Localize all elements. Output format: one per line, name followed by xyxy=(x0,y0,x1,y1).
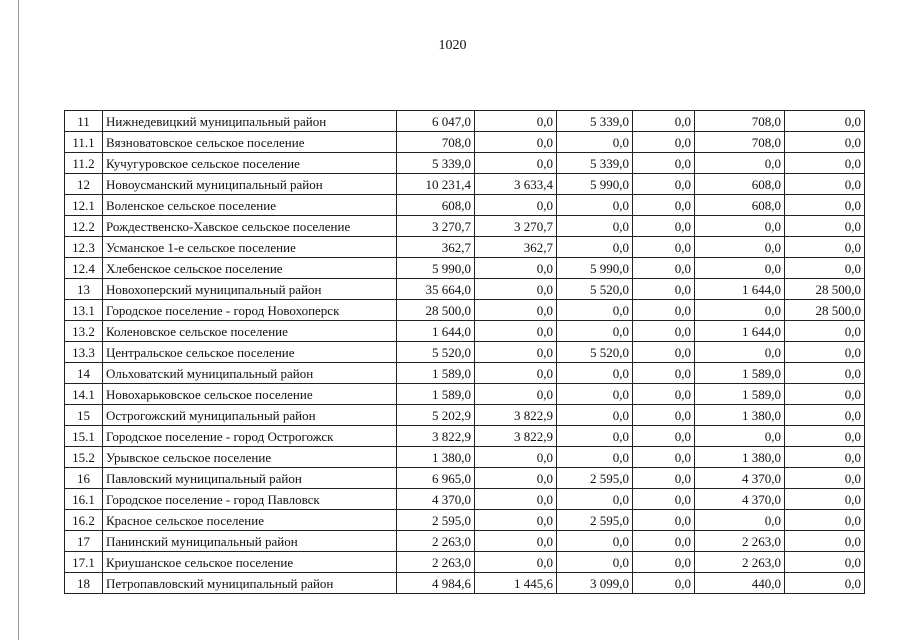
amount-col-5-cell: 0,0 xyxy=(695,258,785,279)
row-number-cell: 12.3 xyxy=(65,237,103,258)
amount-col-4-cell: 0,0 xyxy=(633,342,695,363)
amount-col-6-cell: 0,0 xyxy=(785,174,865,195)
municipality-name-cell: Ольховатский муниципальный район xyxy=(103,363,397,384)
amount-col-5-cell: 708,0 xyxy=(695,111,785,132)
row-number-cell: 14 xyxy=(65,363,103,384)
amount-col-2-cell: 3 822,9 xyxy=(475,405,557,426)
amount-col-3-cell: 0,0 xyxy=(557,321,633,342)
row-number-cell: 15.2 xyxy=(65,447,103,468)
municipality-name-cell: Новоусманский муниципальный район xyxy=(103,174,397,195)
amount-col-4-cell: 0,0 xyxy=(633,195,695,216)
amount-col-5-cell: 0,0 xyxy=(695,237,785,258)
amount-col-4-cell: 0,0 xyxy=(633,552,695,573)
total-amount-cell: 5 202,9 xyxy=(397,405,475,426)
amount-col-3-cell: 5 520,0 xyxy=(557,342,633,363)
amount-col-6-cell: 0,0 xyxy=(785,447,865,468)
table-row xyxy=(65,342,865,363)
total-amount-cell: 1 380,0 xyxy=(397,447,475,468)
amount-col-2-cell: 0,0 xyxy=(475,447,557,468)
table-row xyxy=(65,447,865,468)
table-row xyxy=(65,552,865,573)
amount-col-4-cell: 0,0 xyxy=(633,573,695,594)
municipality-name-cell: Хлебенское сельское поселение xyxy=(103,258,397,279)
amount-col-2-cell: 0,0 xyxy=(475,279,557,300)
amount-col-6-cell: 0,0 xyxy=(785,342,865,363)
amount-col-6-cell: 0,0 xyxy=(785,153,865,174)
row-number-cell: 13.3 xyxy=(65,342,103,363)
amount-col-5-cell: 4 370,0 xyxy=(695,489,785,510)
row-number-cell: 11.1 xyxy=(65,132,103,153)
municipality-name-cell: Рождественско-Хавское сельское поселение xyxy=(103,216,397,237)
row-number-cell: 15.1 xyxy=(65,426,103,447)
amount-col-5-cell: 0,0 xyxy=(695,426,785,447)
table-row xyxy=(65,111,865,132)
amount-col-5-cell: 608,0 xyxy=(695,195,785,216)
municipality-name-cell: Острогожский муниципальный район xyxy=(103,405,397,426)
amount-col-6-cell: 0,0 xyxy=(785,573,865,594)
amount-col-3-cell: 0,0 xyxy=(557,363,633,384)
table-row xyxy=(65,174,865,195)
amount-col-3-cell: 2 595,0 xyxy=(557,468,633,489)
amount-col-3-cell: 0,0 xyxy=(557,132,633,153)
municipality-name-cell: Криушанское сельское поселение xyxy=(103,552,397,573)
amount-col-4-cell: 0,0 xyxy=(633,531,695,552)
amount-col-4-cell: 0,0 xyxy=(633,321,695,342)
total-amount-cell: 5 339,0 xyxy=(397,153,475,174)
municipality-name-cell: Новохарьковское сельское поселение xyxy=(103,384,397,405)
amount-col-2-cell: 0,0 xyxy=(475,510,557,531)
amount-col-4-cell: 0,0 xyxy=(633,237,695,258)
table-row xyxy=(65,237,865,258)
amount-col-3-cell: 0,0 xyxy=(557,405,633,426)
amount-col-5-cell: 1 380,0 xyxy=(695,447,785,468)
municipality-name-cell: Урывское сельское поселение xyxy=(103,447,397,468)
row-number-cell: 13 xyxy=(65,279,103,300)
amount-col-2-cell: 0,0 xyxy=(475,195,557,216)
table-row xyxy=(65,132,865,153)
amount-col-4-cell: 0,0 xyxy=(633,384,695,405)
row-number-cell: 13.2 xyxy=(65,321,103,342)
amount-col-3-cell: 5 990,0 xyxy=(557,258,633,279)
municipality-name-cell: Усманское 1-е сельское поселение xyxy=(103,237,397,258)
amount-col-4-cell: 0,0 xyxy=(633,489,695,510)
amount-col-5-cell: 2 263,0 xyxy=(695,552,785,573)
amount-col-3-cell: 5 339,0 xyxy=(557,111,633,132)
amount-col-2-cell: 0,0 xyxy=(475,468,557,489)
municipality-name-cell: Городское поселение - город Павловск xyxy=(103,489,397,510)
page-number: 1020 xyxy=(438,38,467,53)
amount-col-2-cell: 0,0 xyxy=(475,111,557,132)
amount-col-4-cell: 0,0 xyxy=(633,279,695,300)
amount-col-6-cell: 28 500,0 xyxy=(785,300,865,321)
total-amount-cell: 3 270,7 xyxy=(397,216,475,237)
amount-col-4-cell: 0,0 xyxy=(633,405,695,426)
row-number-cell: 18 xyxy=(65,573,103,594)
amount-col-4-cell: 0,0 xyxy=(633,174,695,195)
amount-col-5-cell: 0,0 xyxy=(695,510,785,531)
amount-col-2-cell: 0,0 xyxy=(475,363,557,384)
amount-col-5-cell: 1 589,0 xyxy=(695,384,785,405)
amount-col-3-cell: 3 099,0 xyxy=(557,573,633,594)
total-amount-cell: 35 664,0 xyxy=(397,279,475,300)
table-body xyxy=(65,111,865,594)
total-amount-cell: 6 047,0 xyxy=(397,111,475,132)
amount-col-2-cell: 362,7 xyxy=(475,237,557,258)
amount-col-6-cell: 0,0 xyxy=(785,258,865,279)
page-edge-rule xyxy=(18,0,19,640)
amount-col-6-cell: 0,0 xyxy=(785,321,865,342)
table-row xyxy=(65,468,865,489)
amount-col-6-cell: 0,0 xyxy=(785,216,865,237)
amount-col-2-cell: 3 270,7 xyxy=(475,216,557,237)
amount-col-5-cell: 0,0 xyxy=(695,342,785,363)
municipality-name-cell: Воленское сельское поселение xyxy=(103,195,397,216)
amount-col-2-cell: 0,0 xyxy=(475,321,557,342)
total-amount-cell: 708,0 xyxy=(397,132,475,153)
amount-col-2-cell: 0,0 xyxy=(475,258,557,279)
municipality-name-cell: Панинский муниципальный район xyxy=(103,531,397,552)
municipality-name-cell: Кучугуровское сельское поселение xyxy=(103,153,397,174)
total-amount-cell: 2 263,0 xyxy=(397,552,475,573)
amount-col-2-cell: 1 445,6 xyxy=(475,573,557,594)
municipality-name-cell: Красное сельское поселение xyxy=(103,510,397,531)
total-amount-cell: 6 965,0 xyxy=(397,468,475,489)
table-row xyxy=(65,195,865,216)
amount-col-2-cell: 0,0 xyxy=(475,342,557,363)
row-number-cell: 12.1 xyxy=(65,195,103,216)
table-row xyxy=(65,300,865,321)
table-row xyxy=(65,426,865,447)
table-row xyxy=(65,258,865,279)
amount-col-6-cell: 0,0 xyxy=(785,405,865,426)
amount-col-4-cell: 0,0 xyxy=(633,468,695,489)
amount-col-6-cell: 0,0 xyxy=(785,426,865,447)
table-row xyxy=(65,363,865,384)
total-amount-cell: 1 589,0 xyxy=(397,363,475,384)
municipality-name-cell: Петропавловский муниципальный район xyxy=(103,573,397,594)
total-amount-cell: 2 263,0 xyxy=(397,531,475,552)
amount-col-6-cell: 0,0 xyxy=(785,489,865,510)
total-amount-cell: 3 822,9 xyxy=(397,426,475,447)
municipality-name-cell: Городское поселение - город Новохоперск xyxy=(103,300,397,321)
amount-col-3-cell: 0,0 xyxy=(557,447,633,468)
amount-col-5-cell: 608,0 xyxy=(695,174,785,195)
amount-col-4-cell: 0,0 xyxy=(633,363,695,384)
row-number-cell: 12.4 xyxy=(65,258,103,279)
amount-col-6-cell: 0,0 xyxy=(785,510,865,531)
amount-col-5-cell: 0,0 xyxy=(695,153,785,174)
total-amount-cell: 5 990,0 xyxy=(397,258,475,279)
total-amount-cell: 4 984,6 xyxy=(397,573,475,594)
table-row xyxy=(65,405,865,426)
amount-col-4-cell: 0,0 xyxy=(633,132,695,153)
amount-col-3-cell: 5 339,0 xyxy=(557,153,633,174)
amount-col-6-cell: 0,0 xyxy=(785,531,865,552)
municipality-name-cell: Новохоперский муниципальный район xyxy=(103,279,397,300)
amount-col-2-cell: 0,0 xyxy=(475,132,557,153)
row-number-cell: 12 xyxy=(65,174,103,195)
row-number-cell: 11 xyxy=(65,111,103,132)
row-number-cell: 16.1 xyxy=(65,489,103,510)
total-amount-cell: 1 644,0 xyxy=(397,321,475,342)
amount-col-5-cell: 0,0 xyxy=(695,300,785,321)
table-row xyxy=(65,489,865,510)
amount-col-3-cell: 0,0 xyxy=(557,300,633,321)
amount-col-3-cell: 5 990,0 xyxy=(557,174,633,195)
amount-col-4-cell: 0,0 xyxy=(633,216,695,237)
total-amount-cell: 362,7 xyxy=(397,237,475,258)
table-row xyxy=(65,573,865,594)
row-number-cell: 11.2 xyxy=(65,153,103,174)
amount-col-5-cell: 1 644,0 xyxy=(695,279,785,300)
municipality-name-cell: Центральское сельское поселение xyxy=(103,342,397,363)
amount-col-2-cell: 0,0 xyxy=(475,531,557,552)
amount-col-3-cell: 0,0 xyxy=(557,426,633,447)
amount-col-6-cell: 28 500,0 xyxy=(785,279,865,300)
amount-col-3-cell: 0,0 xyxy=(557,195,633,216)
amount-col-2-cell: 0,0 xyxy=(475,300,557,321)
amount-col-5-cell: 1 589,0 xyxy=(695,363,785,384)
table-row xyxy=(65,384,865,405)
amount-col-2-cell: 3 633,4 xyxy=(475,174,557,195)
amount-col-5-cell: 440,0 xyxy=(695,573,785,594)
budget-table xyxy=(64,110,865,594)
amount-col-6-cell: 0,0 xyxy=(785,237,865,258)
amount-col-4-cell: 0,0 xyxy=(633,111,695,132)
amount-col-6-cell: 0,0 xyxy=(785,132,865,153)
amount-col-6-cell: 0,0 xyxy=(785,384,865,405)
row-number-cell: 12.2 xyxy=(65,216,103,237)
amount-col-4-cell: 0,0 xyxy=(633,153,695,174)
amount-col-4-cell: 0,0 xyxy=(633,447,695,468)
municipality-name-cell: Нижнедевицкий муниципальный район xyxy=(103,111,397,132)
amount-col-5-cell: 708,0 xyxy=(695,132,785,153)
municipality-name-cell: Городское поселение - город Острогожск xyxy=(103,426,397,447)
amount-col-5-cell: 4 370,0 xyxy=(695,468,785,489)
amount-col-4-cell: 0,0 xyxy=(633,426,695,447)
amount-col-3-cell: 0,0 xyxy=(557,237,633,258)
amount-col-6-cell: 0,0 xyxy=(785,552,865,573)
row-number-cell: 14.1 xyxy=(65,384,103,405)
table-row xyxy=(65,510,865,531)
amount-col-5-cell: 1 644,0 xyxy=(695,321,785,342)
total-amount-cell: 4 370,0 xyxy=(397,489,475,510)
table-row xyxy=(65,531,865,552)
municipality-name-cell: Павловский муниципальный район xyxy=(103,468,397,489)
amount-col-2-cell: 0,0 xyxy=(475,489,557,510)
total-amount-cell: 10 231,4 xyxy=(397,174,475,195)
amount-col-5-cell: 2 263,0 xyxy=(695,531,785,552)
row-number-cell: 17 xyxy=(65,531,103,552)
amount-col-3-cell: 0,0 xyxy=(557,531,633,552)
table-row xyxy=(65,153,865,174)
row-number-cell: 15 xyxy=(65,405,103,426)
amount-col-5-cell: 0,0 xyxy=(695,216,785,237)
total-amount-cell: 608,0 xyxy=(397,195,475,216)
table-row xyxy=(65,216,865,237)
row-number-cell: 13.1 xyxy=(65,300,103,321)
municipality-name-cell: Вязноватовское сельское поселение xyxy=(103,132,397,153)
amount-col-3-cell: 0,0 xyxy=(557,216,633,237)
amount-col-5-cell: 1 380,0 xyxy=(695,405,785,426)
amount-col-6-cell: 0,0 xyxy=(785,363,865,384)
row-number-cell: 16.2 xyxy=(65,510,103,531)
amount-col-4-cell: 0,0 xyxy=(633,258,695,279)
municipality-name-cell: Коленовское сельское поселение xyxy=(103,321,397,342)
total-amount-cell: 28 500,0 xyxy=(397,300,475,321)
amount-col-6-cell: 0,0 xyxy=(785,111,865,132)
row-number-cell: 17.1 xyxy=(65,552,103,573)
amount-col-3-cell: 5 520,0 xyxy=(557,279,633,300)
table-row xyxy=(65,321,865,342)
total-amount-cell: 2 595,0 xyxy=(397,510,475,531)
amount-col-3-cell: 0,0 xyxy=(557,384,633,405)
total-amount-cell: 1 589,0 xyxy=(397,384,475,405)
amount-col-4-cell: 0,0 xyxy=(633,300,695,321)
amount-col-3-cell: 2 595,0 xyxy=(557,510,633,531)
total-amount-cell: 5 520,0 xyxy=(397,342,475,363)
amount-col-2-cell: 0,0 xyxy=(475,552,557,573)
amount-col-2-cell: 0,0 xyxy=(475,384,557,405)
table-row xyxy=(65,279,865,300)
amount-col-3-cell: 0,0 xyxy=(557,489,633,510)
amount-col-3-cell: 0,0 xyxy=(557,552,633,573)
amount-col-6-cell: 0,0 xyxy=(785,195,865,216)
row-number-cell: 16 xyxy=(65,468,103,489)
amount-col-2-cell: 0,0 xyxy=(475,153,557,174)
amount-col-6-cell: 0,0 xyxy=(785,468,865,489)
amount-col-4-cell: 0,0 xyxy=(633,510,695,531)
amount-col-2-cell: 3 822,9 xyxy=(475,426,557,447)
